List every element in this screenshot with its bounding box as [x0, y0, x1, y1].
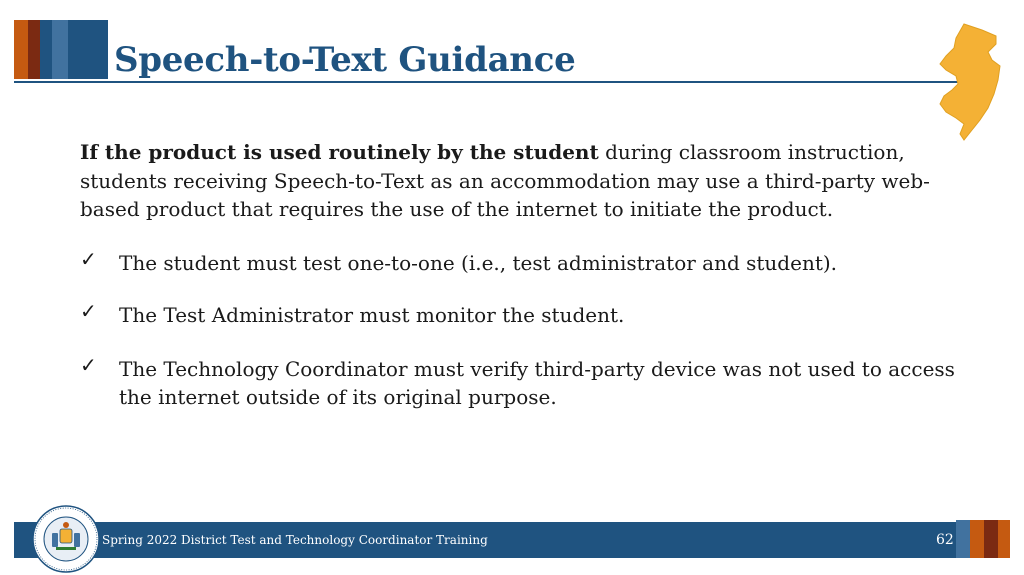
- list-item-text: The student must test one-to-one (i.e., test administrator and student).: [119, 250, 838, 275]
- stripe-blue: [52, 20, 68, 79]
- slide-body: [80, 138, 960, 412]
- stripe-navy-wide: [68, 20, 108, 79]
- stripe-dark-red: [28, 20, 40, 79]
- stripe-blue: [956, 520, 970, 558]
- footer-text: Spring 2022 District Test and Technology Coordinator Training: [102, 533, 488, 547]
- title-underline: [14, 81, 966, 83]
- stripe-orange: [970, 520, 984, 558]
- footer-color-stripes: [956, 520, 1010, 558]
- stripe-navy: [40, 20, 52, 79]
- checkmark-icon: ✓: [80, 246, 97, 271]
- checkmark-icon: ✓: [80, 352, 97, 377]
- intro-emphasis: If the product is used routinely by the student: [80, 140, 599, 164]
- list-item: [80, 301, 960, 330]
- nj-department-of-education-seal-icon: [32, 505, 100, 573]
- new-jersey-map-icon: [934, 20, 1006, 142]
- slide-title: Speech-to-Text Guidance: [114, 40, 576, 80]
- stripe-orange: [998, 520, 1010, 558]
- stripe-dark-red: [984, 520, 998, 558]
- requirements-list: [80, 246, 960, 412]
- list-item-text: The Technology Coordinator must verify third-party device was not used to access the internet outside of its original purpose.: [119, 356, 955, 409]
- checkmark-icon: ✓: [80, 299, 97, 323]
- page-number: 62: [936, 532, 954, 548]
- list-item: [80, 246, 960, 278]
- stripe-orange: [14, 20, 28, 79]
- intro-text: during classroom instruction, students receiving Speech-to-Text as an accommodation may use a third-party web-based product that requires the use of the internet to initiate the product.: [80, 140, 930, 221]
- list-item: [80, 352, 960, 412]
- intro-paragraph: [80, 138, 960, 224]
- list-item-text: The Test Administrator must monitor the student.: [119, 303, 625, 327]
- header-color-stripes: [14, 20, 108, 79]
